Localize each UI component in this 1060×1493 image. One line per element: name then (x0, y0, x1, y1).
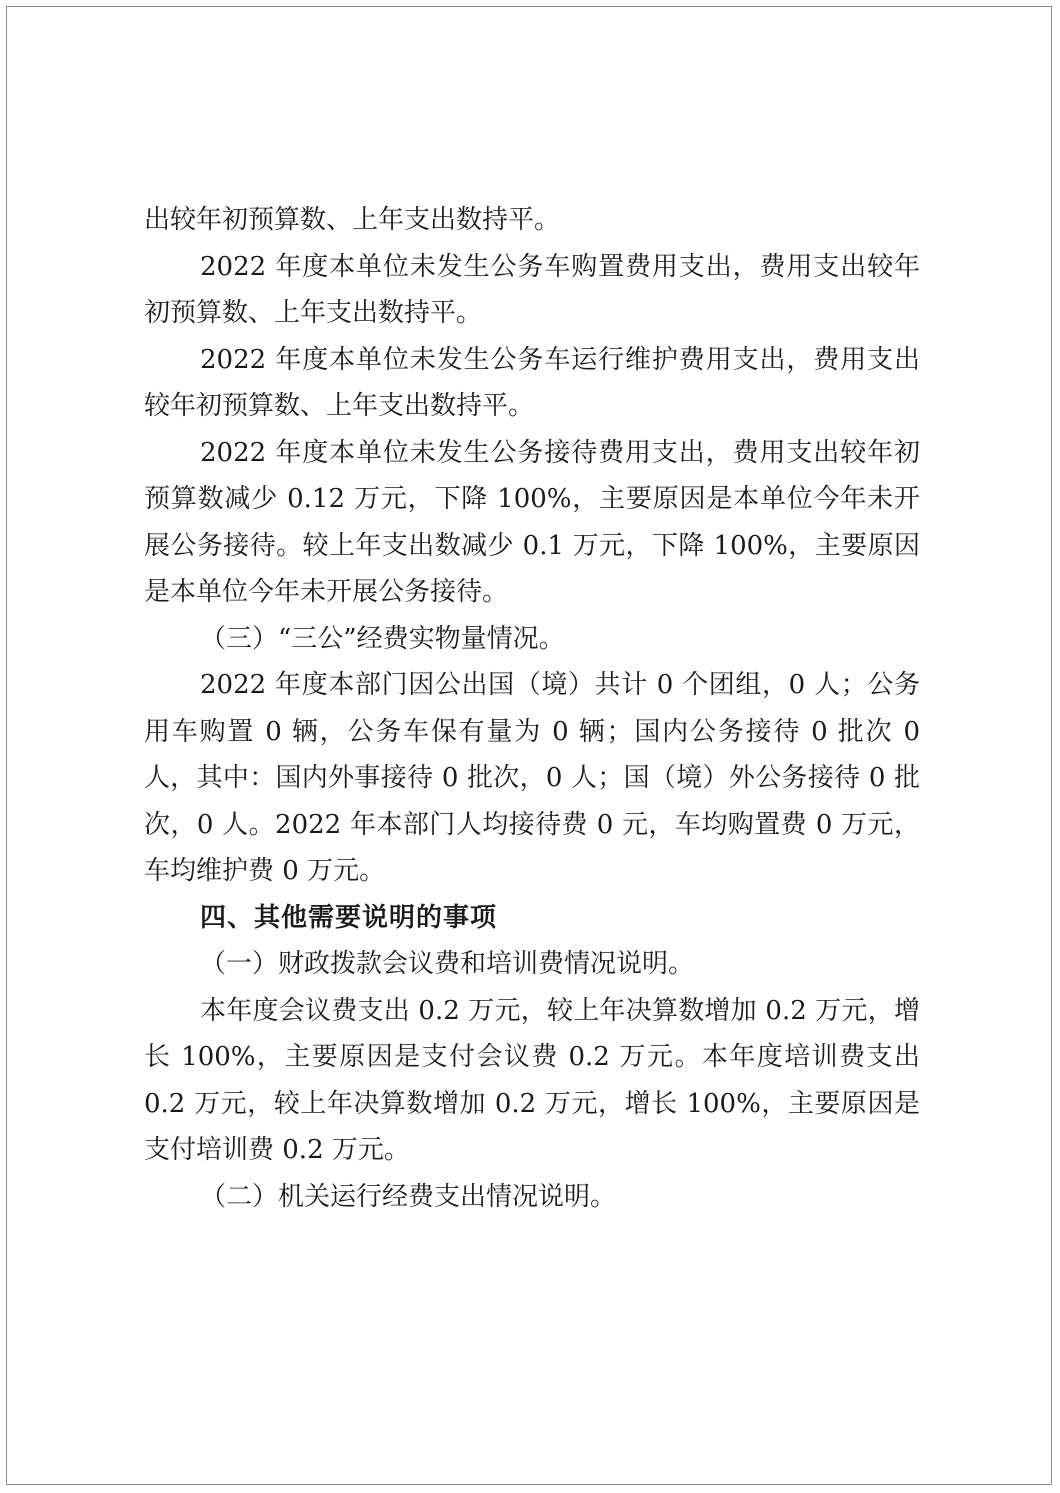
subheading-meeting-training: （一）财政拨款会议费和培训费情况说明。 (200, 949, 695, 979)
document-body (144, 197, 920, 1220)
paragraph-vehicle-purchase: 2022 年度本单位未发生公务车购置费用支出，费用支出较年初预算数、上年支出数持平。 (144, 251, 920, 328)
paragraph-continuation: 出较年初预算数、上年支出数持平。 (144, 205, 561, 235)
paragraph-vehicle-maintenance: 2022 年度本单位未发生公务车运行维护费用支出，费用支出较年初预算数、上年支出数持平。 (144, 344, 920, 421)
paragraph-physical-quantity: 2022 年度本部门因公出国（境）共计 0 个团组，0 人；公务用车购置 0 辆，公务车保有量为 0 辆；国内公务接待 0 批次 0 人，其中：国内外事接待 0 批次，0 人；国（境）外公务接待 0 批次，0 人。2022 年本部门人均接待费 0 元，车均购置费 0 万元，车均维护费 0 万元。 (144, 670, 920, 886)
subheading-operating-expenses: （二）机关运行经费支出情况说明。 (200, 1181, 617, 1212)
section-heading-other-matters: 四、其他需要说明的事项 (200, 902, 498, 933)
subheading-physical-quantity: （三）“三公”经费实物量情况。 (200, 623, 565, 654)
paragraph-meeting-training: 本年度会议费支出 0.2 万元，较上年决算数增加 0.2 万元，增长 100%，主要原因是支付会议费 0.2 万元。本年度培训费支出 0.2 万元，较上年决算数增加 0.2 万元，增长 100%，主要原因是支付培训费 0.2 万元。 (144, 995, 920, 1165)
paragraph-reception: 2022 年度本单位未发生公务接待费用支出，费用支出较年初预算数减少 0.12 万元，下降 100%，主要原因是本单位今年未开展公务接待。较上年支出数减少 0.1 万元，下降 100%，主要原因是本单位今年未开展公务接待。 (144, 437, 920, 607)
